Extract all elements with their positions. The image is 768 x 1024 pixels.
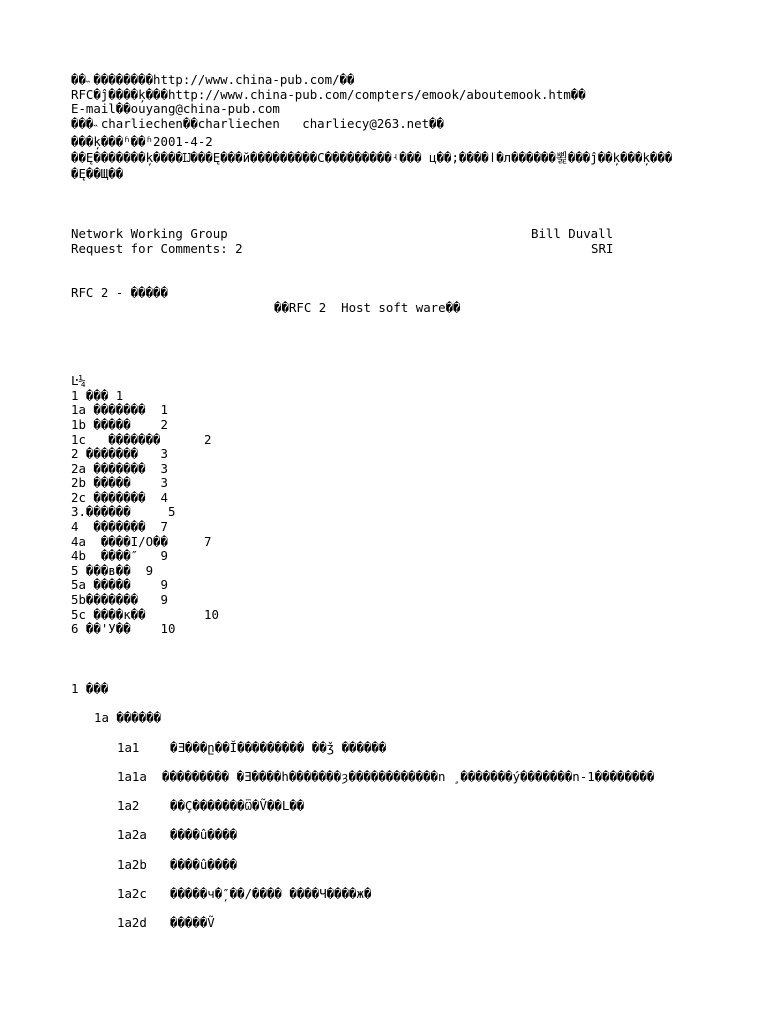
toc-entry: 2c ������� 4	[71, 490, 168, 505]
author-name: Bill Duvall	[531, 226, 614, 241]
item-text: �����Ṽ	[170, 915, 215, 930]
toc-entry: 5 ���ʙ�� 9	[71, 563, 154, 578]
toc-page-number: 7	[204, 534, 212, 549]
toc-entry: 5b������� 9	[71, 592, 168, 607]
toc-entry: 5a ����� 9	[71, 577, 168, 592]
item-text: ����û����	[170, 857, 238, 872]
toc-entry: 2 ������� 3	[71, 446, 168, 461]
subsection-heading: 1a ������	[94, 710, 162, 725]
toc-entry: 1 ��� 1	[71, 388, 124, 403]
toc-heading: Ŀ¼	[71, 373, 86, 388]
header-line-1: ��˵��������http://www.china-pub.com/��	[71, 72, 355, 87]
toc-page-number: 2	[204, 432, 212, 447]
item-text: ��������� �Ǝ����h�������ȝ������������n ¸�������ý�������n-1��������	[162, 769, 655, 784]
item-number: 1a2b	[117, 857, 147, 872]
header-line-6: ��Ę�������ķ����Ĳ���Ę���й���������С���������ʵ��� ц��;����ا�л������뾡���ĵ��ķ���ķ���	[71, 150, 673, 165]
toc-entry: 3.������ 5	[71, 504, 176, 519]
toc-entry: 4 ������� 7	[71, 519, 168, 534]
item-number: 1a1	[117, 740, 140, 755]
header-line-2: RFC�ĵ����ķ���http://www.china-pub.com/compters/emook/aboutemook.htm��	[71, 87, 586, 102]
rfc-number: Request for Comments: 2	[71, 241, 243, 256]
header-line-7: �Ę��Щ��	[71, 166, 124, 181]
item-text: ����û����	[170, 827, 238, 842]
header-line-5: ���ķ���ʱ��ʱ2001-4-2	[71, 134, 213, 149]
rfc-title-line: RFC 2 - �����	[71, 285, 168, 300]
toc-entry: 1c �������	[71, 432, 161, 447]
item-number: 1a2a	[117, 827, 147, 842]
toc-entry: 5c ����к��	[71, 607, 146, 622]
item-number: 1a2d	[117, 915, 147, 930]
toc-entry: 4b ����″ 9	[71, 548, 168, 563]
working-group: Network Working Group	[71, 226, 228, 241]
item-text: �Ǝ���ը��Ĭ��������� ��ǯ ������	[170, 740, 387, 755]
toc-entry: 6 ��'У�� 10	[71, 621, 176, 636]
toc-entry: 1a ������� 1	[71, 402, 168, 417]
toc-page-number: 10	[204, 607, 219, 622]
header-line-4: ���˵charliechen��charliechen charliecy@263.net��	[71, 116, 444, 131]
author-org: SRI	[591, 241, 614, 256]
item-number: 1a1a	[117, 769, 147, 784]
toc-entry: 1b ����� 2	[71, 417, 168, 432]
item-number: 1a2c	[117, 886, 147, 901]
item-text: ��Ç�������Ѿ�Ṽ��L��	[170, 798, 305, 813]
toc-entry: 4a ����I/O��	[71, 534, 168, 549]
item-number: 1a2	[117, 798, 140, 813]
header-line-3: E-mail��ouyang@china-pub.com	[71, 101, 280, 116]
section-heading: 1 ���	[71, 681, 109, 696]
item-text: �����ч�̦″��/���� ����Ч����ж�	[170, 886, 372, 901]
toc-entry: 2b ����� 3	[71, 475, 168, 490]
toc-entry: 2a ������� 3	[71, 461, 168, 476]
page-title: ��RFC 2 Host soft ware��	[274, 300, 461, 315]
